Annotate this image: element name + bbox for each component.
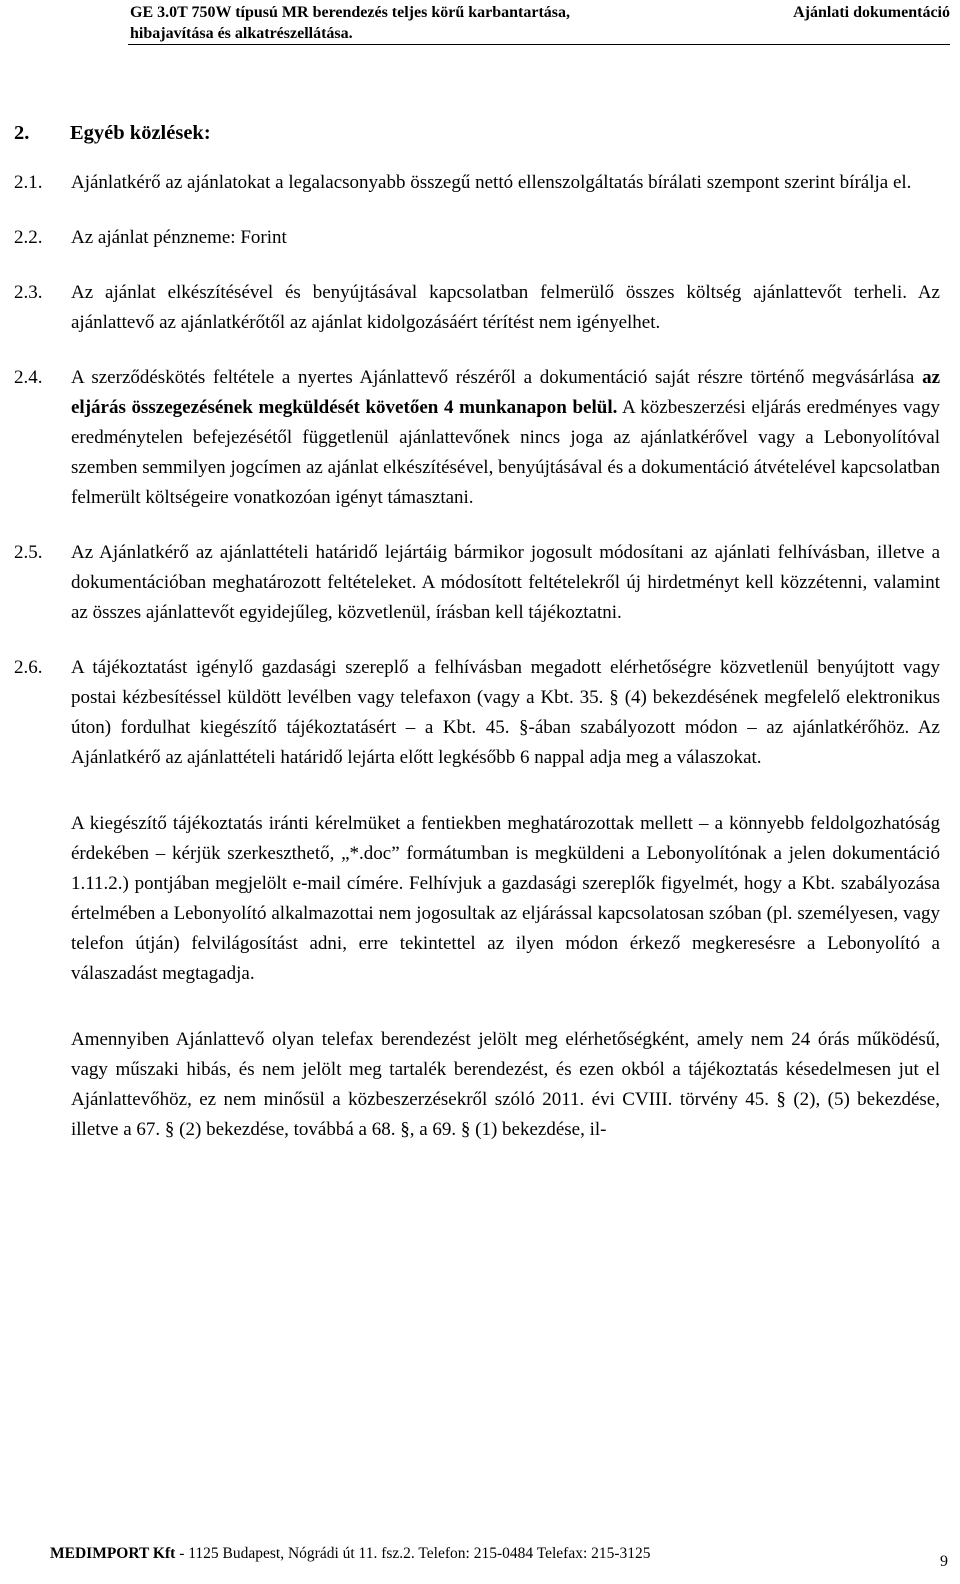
item-text: Az Ajánlatkérő az ajánlattételi határidő lejártáig bármikor jogosult módosítani az ajánlati felhívásban, illetve a dokumentációban meghatározott feltételeket. A módosított feltételekről új hirdetményt kell közzétenni, valamint az összes ajánlattevőt egyidejűleg, közvetlenül, írásban kell tájékoztatni. bbox=[71, 542, 940, 623]
item-number: 2.5. bbox=[14, 542, 43, 563]
item-text-part-a: A szerződéskötés feltétele a nyertes Ajánlattevő részéről a dokumentáció saját részre történő megvásárlása bbox=[71, 367, 915, 388]
footer-company: MEDIMPORT Kft bbox=[50, 1545, 176, 1562]
item-number: 2.2. bbox=[14, 227, 43, 248]
section-title: Egyéb közlések: bbox=[70, 122, 211, 144]
paragraph-fax-notice: Amennyiben Ajánlattevő olyan telefax berendezést jelölt meg elérhetőségként, amely nem 24 órás működésű, vagy műszaki hibás, és nem jelölt meg tartalék berendezést, és ezen okból a tájékoztatás késedelmesen jut el Ajánlattevőhöz, ez nem minősül a közbeszerzésekről szóló 2011. évi CVIII. törvény 45. § (2), (5) bekezdése, illetve a 67. § (2) bekezdése, továbbá a 68. §, a 69. § (1) bekezdése, il- bbox=[71, 1029, 940, 1140]
item-text: Ajánlatkérő az ajánlatokat a legalacsonyabb összegű nettó ellenszolgáltatás bírálati szempont szerint bírálja el. bbox=[71, 172, 912, 193]
header-title-line1: GE 3.0T 750W típusú MR berendezés teljes körű karbantartása, bbox=[130, 4, 571, 21]
document-body bbox=[14, 118, 940, 1145]
item-text: Az ajánlat elkészítésével és benyújtásával kapcsolatban felmerülő összes költség ajánlattevőt terheli. Az ajánlattevő az ajánlatkérőtől az ajánlat kidolgozásáért térítést nem igényelhet. bbox=[71, 282, 940, 333]
item-number: 2.4. bbox=[14, 367, 43, 388]
list-item-2-3 bbox=[14, 278, 940, 338]
section-heading bbox=[14, 118, 940, 148]
item-text-emphasis: az eljárás összegezésének megküldését követően 4 munkanapon belül. bbox=[71, 367, 940, 418]
item-number: 2.1. bbox=[14, 172, 43, 193]
header-document-title bbox=[130, 2, 570, 44]
page-header bbox=[130, 2, 960, 42]
header-title-line2: hibajavítása és alkatrészellátása. bbox=[130, 25, 353, 42]
list-item-2-1 bbox=[14, 168, 940, 198]
footer-contact-details: - 1125 Budapest, Nógrádi út 11. fsz.2. Telefon: 215-0484 Telefax: 215-3125 bbox=[175, 1545, 651, 1562]
list-item-2-2 bbox=[14, 223, 940, 253]
list-item-2-5 bbox=[14, 538, 940, 628]
item-text: Az ajánlat pénzneme: Forint bbox=[71, 227, 287, 248]
header-document-type: Ajánlati dokumentáció bbox=[793, 4, 950, 21]
item-number: 2.3. bbox=[14, 282, 43, 303]
page-footer bbox=[50, 1544, 960, 1584]
item-number: 2.6. bbox=[14, 657, 43, 678]
list-item-2-6 bbox=[14, 653, 940, 773]
paragraph-clarification-request: A kiegészítő tájékoztatás iránti kérelmüket a fentiekben meghatározottak mellett – a könnyebb feldolgozhatóság érdekében – kérjük szerkeszthető, „*.doc” formátumban is megküldeni a Lebonyolítónak a jelen dokumentáció 1.11.2.) pontjában megjelölt e-mail címére. Felhívjuk a gazdasági szereplők figyelmét, hogy a Kbt. szabályozása értelmében a Lebonyolító alkalmazottai nem jogosultak az eljárással kapcsolatosan szóban (pl. személyesen, vagy telefon útján) felvilágosítást adni, erre tekintettel az ilyen módon érkező megkeresésre a Lebonyolító a válaszadást megtagadja. bbox=[71, 813, 940, 984]
list-item-2-4 bbox=[14, 363, 940, 513]
header-divider bbox=[128, 44, 950, 45]
item-text: A tájékoztatást igénylő gazdasági szereplő a felhívásban megadott elérhetőségre közvetlenül benyújtott vagy postai kézbesítéssel küldött levélben vagy telefaxon (vagy a Kbt. 35. § (4) bekezdésének megfelelő elektronikus úton) fordulhat kiegészítő tájékoztatásért – a Kbt. 45. §-ában szabályozott módon – az ajánlatkérőhöz. Az Ajánlatkérő az ajánlattételi határidő lejárta előtt legkésőbb 6 nappal adja meg a válaszokat. bbox=[71, 657, 940, 768]
section-number: 2. bbox=[14, 122, 30, 144]
item-text-part-b: A közbeszerzési eljárás eredményes vagy eredménytelen befejezésétől függetlenül ajánlattevőnek nincs joga az ajánlatkérővel vagy a Lebonyolítóval szemben semmilyen jogcímen az ajánlat elkészítésével, benyújtásával és a dokumentáció átvételével kapcsolatban felmerült költségeire vonatkozóan igényt támasztani. bbox=[71, 397, 940, 508]
page-number: 9 bbox=[940, 1553, 948, 1570]
